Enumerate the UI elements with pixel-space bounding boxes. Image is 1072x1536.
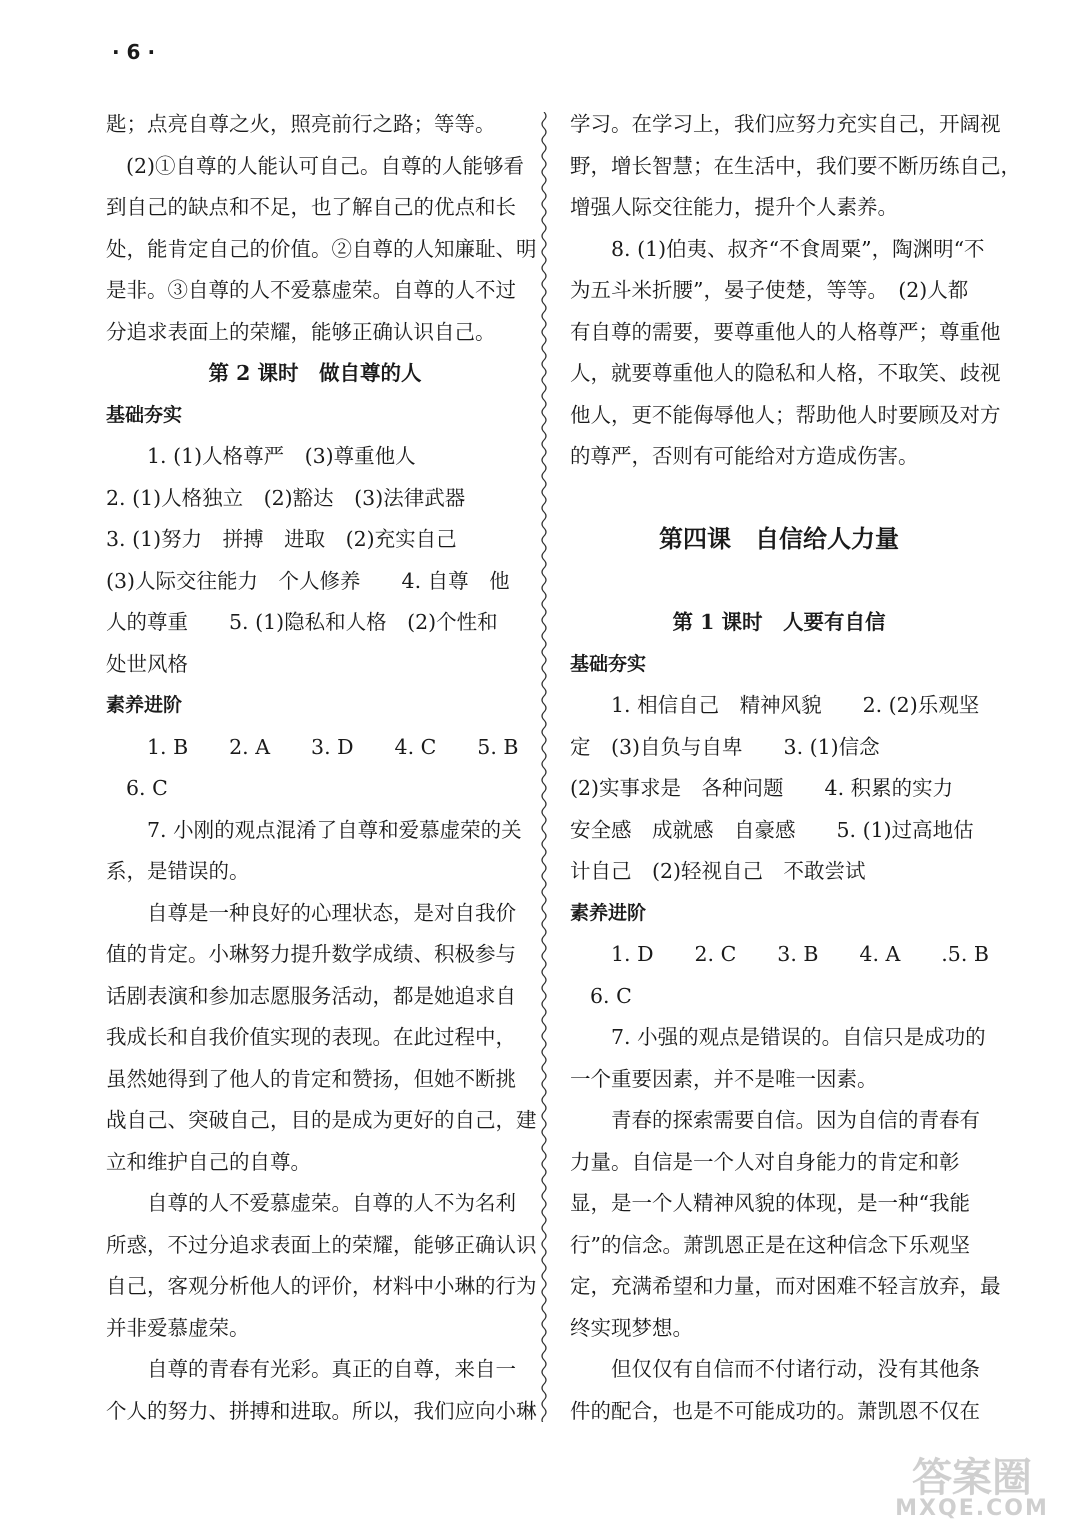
left-text-line: 1. B 2. A 3. D 4. C 5. B: [147, 734, 519, 759]
right-text-line: 8. (1)伯夷、叔齐“不食周粟”，陶渊明“不: [611, 236, 985, 261]
left-text-line: 自尊是一种良好的心理状态，是对自我价: [147, 900, 516, 925]
left-text-line: 到自己的缺点和不足，也了解自己的优点和长: [106, 195, 516, 219]
right-text-line: 增强人际交往能力，提升个人素养。: [570, 195, 898, 219]
right-text-line: 为五斗米折腰”，晏子使楚，等等。 (2)人都: [570, 278, 969, 302]
right-text-line: 行”的信念。萧凯恩正是在这种信念下乐观坚: [570, 1232, 970, 1257]
right-text-line: 他人，更不能侮辱他人；帮助他人时要顾及对方: [570, 402, 1001, 427]
right-text-line: 定，充满希望和力量，而对困难不轻言放弃，最: [570, 1274, 1001, 1298]
right-text-line: 学习。在学习上，我们应努力充实自己，开阔视: [570, 112, 1001, 136]
column-divider: [538, 112, 550, 1422]
right-text-line: 7. 小强的观点是错误的。自信只是成功的: [611, 1025, 986, 1049]
left-text-line: 并非爱慕虚荣。: [106, 1315, 250, 1340]
left-text-line: 自尊的人不爱慕虚荣。自尊的人不为名利: [147, 1191, 516, 1215]
right-section-heading: 基础夯实: [570, 652, 647, 675]
right-text-line: 人，就要尊重他人的隐私和人格，不取笑、歧视: [570, 361, 1001, 385]
left-text-line: 1. (1)人格尊严 (3)尊重他人: [147, 444, 416, 468]
left-text-line: 6. C: [126, 776, 168, 800]
left-text-line: 虽然她得到了他人的肯定和赞扬，但她不断挑: [106, 1066, 516, 1091]
right-text-line: 一个重要因素，并不是唯一因素。: [570, 1066, 878, 1091]
left-text-line: 2. (1)人格独立 (2)豁达 (3)法律武器: [106, 485, 466, 510]
left-text-line: (2)①自尊的人能认可自己。自尊的人能够看: [126, 153, 525, 178]
watermark-logo: [882, 1446, 1062, 1530]
left-text-line: 自己，客观分析他人的评价，材料中小琳的行为: [106, 1274, 537, 1298]
right-text-line: 定 (3)自负与自卑 3. (1)信念: [570, 734, 880, 759]
right-text-line: 终实现梦想。: [570, 1315, 693, 1340]
left-column: [106, 104, 537, 1432]
right-text-line: 件的配合，也是不可能成功的。萧凯恩不仅在: [570, 1398, 980, 1423]
right-text-line: (2)实事求是 各种问题 4. 积累的实力: [570, 776, 954, 800]
right-chapter-title: 第四课 自信给人力量: [659, 525, 899, 553]
right-text-line: 的尊严，否则有可能给对方造成伤害。: [570, 444, 919, 468]
watermark-bottom-text: MXQE.COM: [895, 1496, 1049, 1521]
left-text-line: 自尊的青春有光彩。真正的自尊，来自一: [147, 1357, 516, 1381]
left-text-line: 分追求表面上的荣耀，能够正确认识自己。: [106, 319, 496, 344]
right-text-line: 青春的探索需要自信。因为自信的青春有: [611, 1108, 980, 1132]
left-text-line: 是非。③自尊的人不爱慕虚荣。自尊的人不过: [106, 278, 516, 302]
right-text-line: 安全感 成就感 自豪感 5. (1)过高地估: [570, 817, 974, 842]
left-lesson-title: 第 2 课时 做自尊的人: [208, 361, 422, 385]
left-text-line: 我成长和自我价值实现的表现。在此过程中，: [106, 1025, 516, 1049]
watermark-top-text: 答案圈: [912, 1455, 1032, 1501]
left-section-heading: 素养进阶: [106, 694, 183, 716]
right-text-line: 6. C: [590, 983, 632, 1008]
left-text-line: 处世风格: [106, 651, 188, 676]
left-section-heading: 基础夯实: [106, 403, 183, 426]
left-text-line: 匙；点亮自尊之火，照亮前行之路；等等。: [106, 112, 496, 136]
left-text-line: 处，能肯定自己的价值。②自尊的人知廉耻、明: [106, 236, 537, 261]
left-text-line: 3. (1)努力 拼搏 进取 (2)充实自己: [106, 527, 457, 551]
right-text-line: 有自尊的需要，要尊重他人的人格尊严；尊重他: [570, 319, 1001, 344]
right-text-line: 但仅仅有自信而不付诸行动，没有其他条: [611, 1357, 980, 1381]
page-number: · 6 ·: [112, 40, 156, 64]
left-text-line: 立和维护自己的自尊。: [106, 1149, 311, 1174]
right-spacer: [570, 478, 988, 520]
left-text-line: 值的肯定。小琳努力提升数学成绩、积极参与: [106, 942, 516, 966]
left-text-line: 话剧表演和参加志愿服务活动，都是她追求自: [106, 983, 516, 1008]
left-text-line: 个人的努力、拼搏和进取。所以，我们应向小琳: [106, 1398, 537, 1423]
left-text-line: 系，是错误的。: [106, 859, 250, 883]
right-text-line: 野，增长智慧；在生活中，我们要不断历练自己，: [570, 153, 1021, 178]
left-text-line: 人的尊重 5. (1)隐私和人格 (2)个性和: [106, 610, 498, 634]
right-lesson-title: 第 1 课时 人要有自信: [672, 610, 886, 634]
right-text-line: 1. D 2. C 3. B 4. A .5. B: [611, 942, 989, 966]
left-text-line: 所惑，不过分追求表面上的荣耀，能够正确认识: [106, 1232, 537, 1257]
left-text-line: (3)人际交往能力 个人修养 4. 自尊 他: [106, 568, 510, 593]
right-column: [570, 104, 1021, 1432]
right-text-line: 计自己 (2)轻视自己 不敢尝试: [570, 859, 866, 883]
right-text-line: 显，是一个人精神风貌的体现，是一种“我能: [570, 1191, 970, 1215]
right-text-line: 力量。自信是一个人对自身能力的肯定和彰: [570, 1149, 960, 1174]
left-text-line: 战自己、突破自己，目的是成为更好的自己，建: [106, 1108, 537, 1132]
right-text-line: 1. 相信自己 精神风貌 2. (2)乐观坚: [611, 693, 980, 717]
left-text-line: 7. 小刚的观点混淆了自尊和爱慕虚荣的关: [147, 817, 522, 842]
right-section-heading: 素养进阶: [570, 901, 647, 924]
right-spacer: [570, 561, 988, 603]
